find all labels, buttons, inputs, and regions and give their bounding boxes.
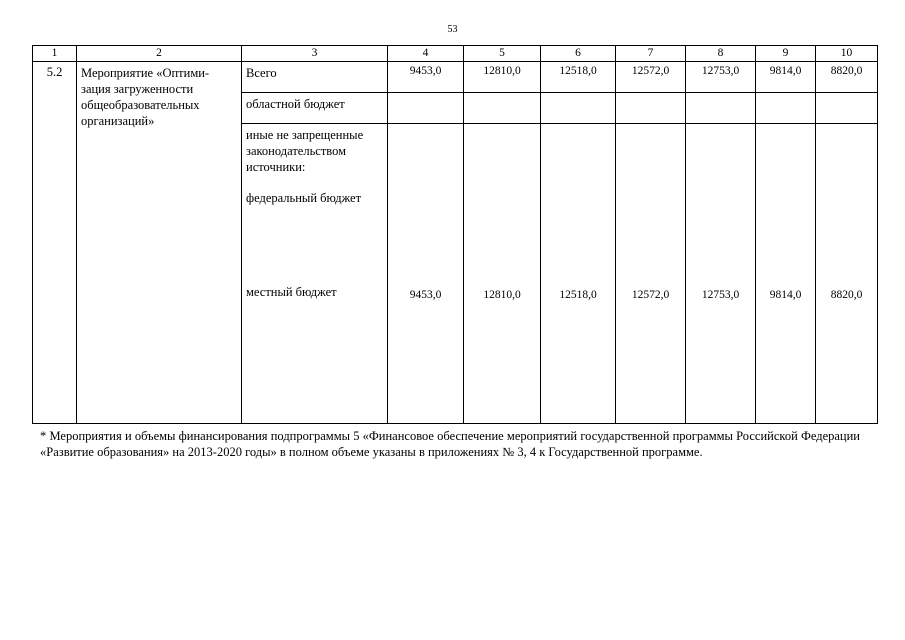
value-cell [686,93,756,124]
value-cell: 8820,0 [816,124,878,424]
header-cell: 7 [616,46,686,62]
page-number: 53 [447,24,458,35]
value-cell: 9453,0 [388,62,464,93]
value-cell: 8820,0 [816,62,878,93]
header-cell: 5 [464,46,541,62]
event-name: Мероприятие «Оптими-зация загруженности общеобразовательных организаций» [77,62,242,424]
row-label-total: Всего [242,62,388,93]
value-cell: 12810,0 [464,62,541,93]
header-cell: 10 [816,46,878,62]
value-cell: 12753,0 [686,124,756,424]
value-cell: 12518,0 [541,124,616,424]
table-header-row [33,46,878,62]
local-budget-label: местный бюджет [246,285,337,299]
header-cell: 8 [686,46,756,62]
footnote: * Мероприятия и объемы финансирования подпрограммы 5 «Финансовое обеспечение мероприятий государственной программы Российской Федерации «Развитие образования» на 2013-2020 годы» в полном объеме указаны в приложениях № 3, 4 к Государственной программе. [40,429,860,459]
value-cell [816,93,878,124]
row-label-regional: областной бюджет [242,93,388,124]
value-cell: 9814,0 [756,124,816,424]
header-cell: 1 [33,46,77,62]
value-cell: 12572,0 [616,124,686,424]
value-cell [388,93,464,124]
header-cell: 4 [388,46,464,62]
value-cell [616,93,686,124]
table-row-total [33,62,878,93]
value-cell [464,93,541,124]
value-cell: 12572,0 [616,62,686,93]
header-cell: 9 [756,46,816,62]
header-cell: 2 [77,46,242,62]
row-label-other-sources [242,124,388,424]
value-cell: 12518,0 [541,62,616,93]
other-sources-label: иные не запрещенные законодательством источники: [246,128,364,174]
value-cell [541,93,616,124]
row-number: 5.2 [33,62,77,424]
value-cell [756,93,816,124]
header-cell: 6 [541,46,616,62]
federal-budget-label: федеральный бюджет [246,191,362,205]
value-cell: 9453,0 [388,124,464,424]
financing-table [32,45,878,424]
value-cell: 12753,0 [686,62,756,93]
value-cell: 12810,0 [464,124,541,424]
header-cell: 3 [242,46,388,62]
value-cell: 9814,0 [756,62,816,93]
